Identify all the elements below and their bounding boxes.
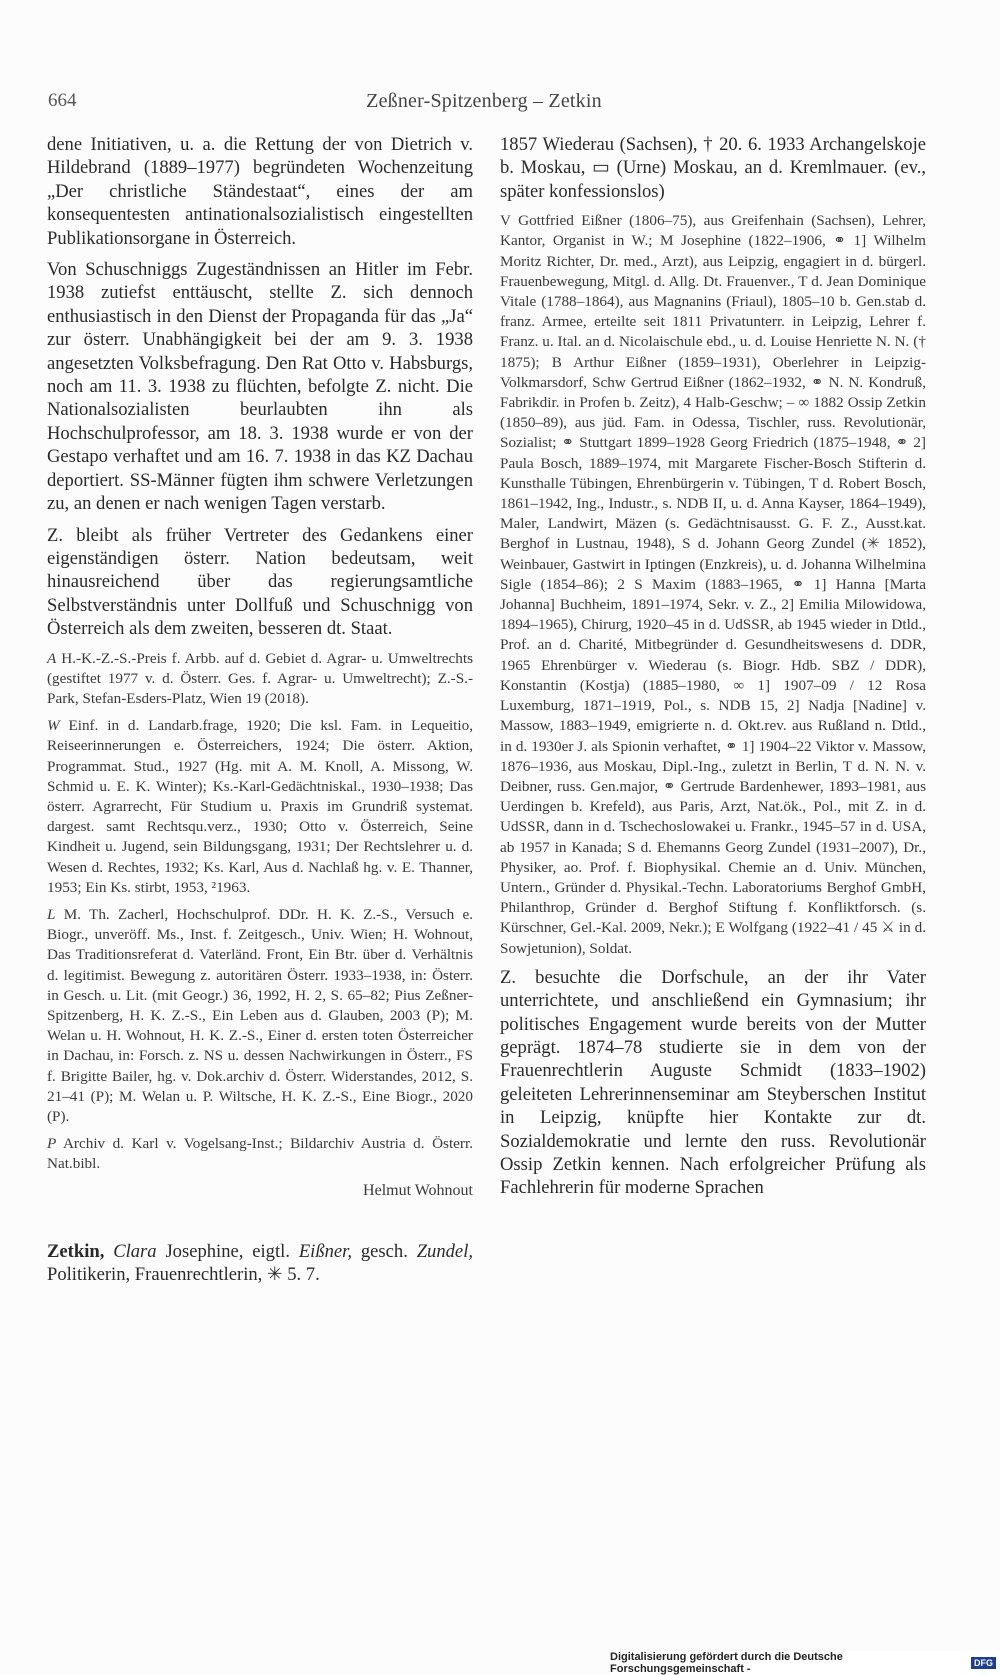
entry-surname: Zetkin, — [47, 1240, 105, 1262]
entry-birth-name: Eißner, — [298, 1240, 353, 1262]
footer-text: Digitalisierung gefördert durch die Deutsche Forschungsgemeinschaft - — [610, 1651, 843, 1675]
section-letter: A — [47, 649, 57, 667]
running-title: Zeßner-Spitzenberg – Zetkin — [366, 90, 602, 112]
body-paragraph: Z. bleibt als früher Vertreter des Gedankens einer eigenständigen österr. Nation bedeutsam, weit hinausreichend über das regierungsamtliche Selbstverständnis unter Dollfuß und Schuschnigg von Österreich als dem zweiten, besseren dt. Staat. — [47, 524, 473, 640]
section-text: Einf. in d. Landarb.frage, 1920; Die ksl. Fam. in Lequeitio, Reiseerinnerungen e. Österreichers, 1924; Die österr. Aktion, Programmat. Stud., 1927 (Hg. mit A. M. Knoll, A. Missong, W. Schmid u. E. K. Winter); Ks.-Karl-Gedächtniskal., 1930–1938; Das österr. Agrarrecht, Für Studium u. Praxis im Grundriß systemat. dargest. samt Rechtsqu.verz., 1930; Otto v. Österreich, Seine Kindheit u. Jugend, sein Bildungsgang, 1931; Der Rechtslehrer u. d. Wesen d. Rechtes, 1932; Ks. Karl, Aus d. Nachlaß hg. v. E. Thanner, 1953; Ein Ks. stirbt, 1953, ²1963. — [47, 717, 473, 896]
section-letter: P — [47, 1135, 57, 1153]
body-paragraph: dene Initiativen, u. a. die Rettung der von Dietrich v. Hildebrand (1889–1977) begründeten Wochenzeitung „Der christliche Ständestaat“, eines der am konsequentesten antinationalsozialistisch eingestellten Publikationsorgane in Österreich. — [47, 134, 473, 249]
awards-section — [47, 649, 473, 710]
entry-given-name: Clara — [104, 1240, 157, 1262]
page-number: 664 — [48, 90, 77, 111]
section-text: M. Th. Zacherl, Hochschulprof. DDr. H. K. Z.-S., Versuch e. Biogr., unveröff. Ms., Inst. f. Zeitgesch., Univ. Wien; H. Wohnout, Das Traditionsreferat d. Vaterländ. Front, Ein Btr. über d. Verhältnis d. legitimist. Bewegung z. autoritären Österr. 1933–1938, in: Österr. in Gesch. u. Lit. (mit Geogr.) 36, 1992, H. 2, S. 65–82; Pius Zeßner-Spitzenberg, H. K. Z.-S., Ein Leben aus d. Glauben, 2003 (P); M. Welan u. H. Wohnout, H. K. Z.-S., Einer d. ersten toten Österreicher in Dachau, in: Forsch. z. NS u. dessen Nachwirkungen in Österr., FS f. Brigitte Bailer, hg. v. Dok.archiv d. Österr. Widerstandes, 2012, S. 21–41 (P); M. Welan u. P. Wiltsche, H. K. Z.-S., Eine Biogr., 2020 (P). — [47, 905, 473, 1125]
dfg-logo: DFG — [971, 1657, 996, 1669]
literature-section — [47, 905, 473, 1127]
body-paragraph: Von Schuschniggs Zugeständnissen an Hitler im Febr. 1938 zutiefst enttäuscht, stellte Z. sich dennoch enthusiastisch in den Dienst der Propaganda für das „Ja“ zur österr. Unabhängigkeit bei der am 9. 3. 1938 angesetzten Volksbefragung. Den Rat Otto v. Habsburgs, noch am 11. 3. 1938 zu flüchten, befolgte Z. nicht. Die Nationalsozialisten beurlaubten ihn als Hochschulprofessor, am 18. 3. 1938 wurde er von der Gestapo verhaftet und am 16. 7. 1938 in das KZ Dachau deportiert. SS-Männer fügten ihm schwere Verletzungen zu, an denen er nach wenigen Tagen verstarb. — [47, 259, 473, 515]
entry-text: gesch. — [352, 1240, 417, 1262]
left-column — [47, 133, 473, 1294]
funding-footer — [610, 1651, 1000, 1675]
right-column — [500, 133, 926, 1208]
entry-heading — [47, 1240, 473, 1287]
entry-text: Politikerin, Frauenrechtlerin, ✳ 5. 7. — [47, 1264, 320, 1286]
author-signature: Helmut Wohnout — [363, 1181, 473, 1199]
entry-text: Josephine, eigtl. — [156, 1240, 299, 1262]
section-letter: L — [47, 905, 56, 923]
genealogy-section: V Gottfried Eißner (1806–75), aus Greifenhain (Sachsen), Lehrer, Kantor, Organist in W.; M Josephine (1822–1906, ⚭ 1] Wilhelm Moritz Richter, Dr. med., Arzt), aus Leipzig, engagiert in d. bürgerl. Frauenbewegung, Mitgl. d. Allg. Dt. Frauenver., T d. Jean Dominique Vitale (1788–1864), aus Magnanins (Friaul), 1805–10 b. Gen.stab d. franz. Armee, erteilte seit 1811 Privatunterr. in Leipzig, Lehrer f. Franz. u. Ital. an d. Nicolaischule ebd., u. d. Louise Henriette N. N. († 1875); B Arthur Eißner (1859–1931), Oberlehrer in Leipzig-Volkmarsdorf, Schw Gertrud Eißner (1862–1932, ⚭ N. N. Kondruß, Fabrikdir. in Profen b. Zeitz), 4 Halb-Geschw; – ∞ 1882 Ossip Zetkin (1850–89), aus jüd. Fam. in Odessa, Tischler, russ. Revolutionär, Sozialist; ⚭ Stuttgart 1899–1928 Georg Friedrich (1875–1948, ⚭ 2] Paula Bosch, 1889–1974, mit Margarete Fischer-Bosch Stifterin d. Kunsthalle Tübingen, Ehrenbürgerin v. Tübingen, T d. Robert Bosch, 1861–1942, Ing., Industr., s. NDB II, u. d. Anna Kayser, 1864–1949), Maler, Landwirt, Mäzen (s. Gedächtnisausst. G. F. Z., Ausst.kat. Berghof in Lustnau, 1948), S d. Johann Georg Zundel (✳ 1852), Weinbauer, Gastwirt in Iptingen (Enzkreis), u. d. Johanna Wilhelmina Sigle (1854–86); 2 S Maxim (1883–1965, ⚭ 1] Hanna [Marta Johanna] Buchheim, 1891–1974, Sekr. v. Z., 2] Emilia Milowidowa, 1894–1965), Chirurg, 1920–45 in d. UdSSR, ab 1945 wieder in Dtld., Prof. an d. Charité, Mitbegründer d. Gesundheitswesens d. DDR, 1965 Ehrenbürger v. Wiederau (s. Biogr. Hdb. SBZ / DDR), Konstantin (Kostja) (1885–1980, ∞ 1] 1907–09 / 12 Rosa Luxemburg, 1871–1919, Pol., s. NDB 15, 2] Nadja [Nadine] v. Massow, 1883–1949, emigrierte n. d. Okt.rev. aus Rußland n. Dtld., in d. 1930er J. als Spionin verhaftet, ⚭ 1] 1904–22 Viktor v. Massow, 1876–1936, aus Moskau, Dipl.-Ing., zuletzt in Berlin, T d. N. N. v. Deibner, russ. Gen.major, ⚭ Gertrude Bardenhewer, 1893–1981, aus Uerdingen b. Krefeld), aus Paris, Arzt, Nat.ök., Pol., mit Z. in d. UdSSR, dann in d. Tschechoslowakei u. Frankr., 1945–57 in d. USA, ab 1957 in Kanada; S d. Ehemanns Georg Zundel (1931–2007), Dr., Physiker, ao. Prof. f. Biophysikal. Chemie an d. Univ. München, Untern., Gründer d. Physikal.-Techn. Laboratoriums Berghof GmbH, Philanthrop, Gründer d. Berghof Stiftung f. Konfliktforsch. (s. Kürschner, Gel.-Kal. 2009, Nekr.); E Wolfgang (1922–41 / 45 ⚔ in d. Sowjetunion), Soldat. — [500, 212, 926, 957]
section-text: H.-K.-Z.-S.-Preis f. Arbb. auf d. Gebiet d. Agrar- u. Umweltrechts (gestiftet 1977 v. d. Österr. Ges. f. Agrar- u. Umweltrecht); Z.-S.-Park, Stefan-Esders-Platz, Wien 19 (2018). — [47, 649, 473, 707]
works-section — [47, 716, 473, 898]
portraits-section — [47, 1134, 473, 1174]
page-header — [48, 90, 920, 120]
body-paragraph: 1857 Wiederau (Sachsen), † 20. 6. 1933 Archangelskoje b. Moskau, ▭ (Urne) Moskau, an d. Kremlmauer. (ev., später konfessionslos) — [500, 134, 926, 202]
body-paragraph: Z. besuchte die Dorfschule, an der ihr Vater unterrichtete, und anschließend ein Gymnasium; ihr politisches Engagement wurde bereits von der Mutter geprägt. 1874–78 studierte sie in dem von der Frauenrechtlerin Auguste Schmidt (1833–1902) geleiteten Lehrerinnenseminar am Steyberschen Institut in Leipzig, knüpfte hier Kontakte zur dt. Sozialdemokratie und lernte den russ. Revolutionär Ossip Zetkin kennen. Nach erfolgreicher Prüfung als Fachlehrerin für moderne Sprachen — [500, 966, 926, 1199]
section-text: Archiv d. Karl v. Vogelsang-Inst.; Bildarchiv Austria d. Österr. Nat.bibl. — [47, 1135, 473, 1173]
section-letter: W — [47, 717, 60, 735]
entry-married-name: Zundel, — [416, 1240, 474, 1262]
